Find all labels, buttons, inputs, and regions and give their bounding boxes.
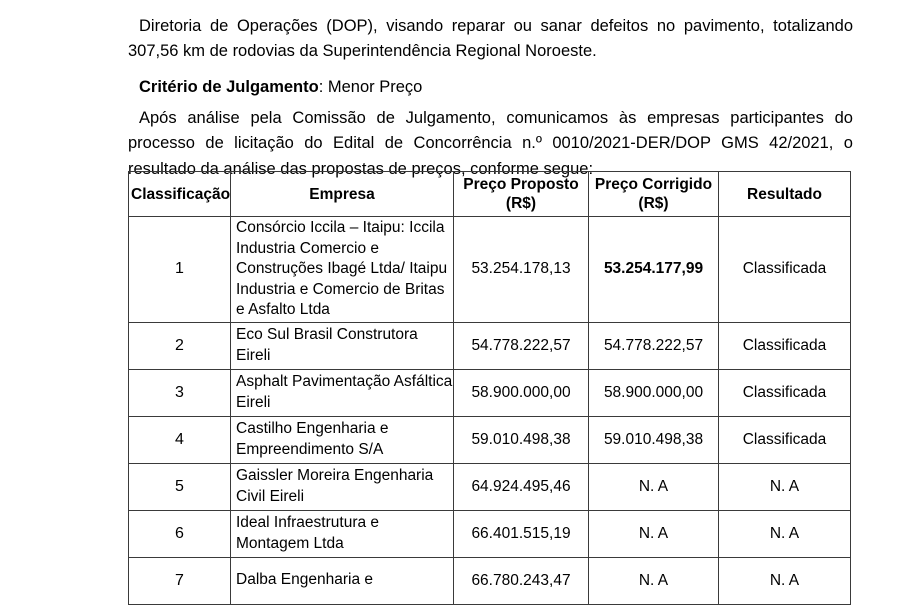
column-header-resultado: Resultado [719, 172, 851, 217]
cell-resultado: Classificada [719, 217, 851, 323]
cell-classificacao: 6 [129, 510, 231, 557]
cell-preco-corrigido: N. A [589, 463, 719, 510]
cell-preco-corrigido: 54.778.222,57 [589, 322, 719, 369]
paragraph-analise: Após análise pela Comissão de Julgamento, comunicamos às empresas participantes do processo de licitação do Edital de Concorrência n.º 0010/2021-DER/DOP GMS 42/2021, o resultado da análise das propostas de preços, conforme segue: [128, 108, 853, 178]
table-header-row [129, 172, 851, 217]
cell-preco-corrigido: N. A [589, 557, 719, 604]
proposals-table [128, 171, 851, 605]
table-row [129, 510, 851, 557]
table-row [129, 416, 851, 463]
cell-resultado: Classificada [719, 416, 851, 463]
cell-resultado: N. A [719, 510, 851, 557]
paragraph-criterio [128, 75, 853, 101]
cell-preco-corrigido: 58.900.000,00 [589, 369, 719, 416]
table-row [129, 217, 851, 323]
column-header-empresa: Empresa [231, 172, 454, 217]
cell-preco-corrigido: 59.010.498,38 [589, 416, 719, 463]
header-line-2: (R$) [638, 195, 669, 212]
header-line-1: Preço Corrigido [594, 176, 713, 193]
cell-resultado: N. A [719, 463, 851, 510]
table-row [129, 557, 851, 604]
cell-classificacao: 4 [129, 416, 231, 463]
cell-empresa: Asphalt Pavimentação Asfáltica Eireli [231, 369, 454, 416]
cell-empresa: Dalba Engenharia e [231, 557, 454, 604]
cell-resultado: N. A [719, 557, 851, 604]
cell-empresa: Eco Sul Brasil Construtora Eireli [231, 322, 454, 369]
header-line-1: Preço Proposto [463, 176, 579, 193]
table-row [129, 463, 851, 510]
cell-resultado: Classificada [719, 322, 851, 369]
cell-preco-proposto: 64.924.495,46 [454, 463, 589, 510]
cell-classificacao: 7 [129, 557, 231, 604]
cell-classificacao: 2 [129, 322, 231, 369]
criterio-label: Critério de Julgamento [139, 77, 319, 96]
cell-preco-corrigido: 53.254.177,99 [589, 217, 719, 323]
cell-classificacao: 1 [129, 217, 231, 323]
cell-empresa: Gaissler Moreira Engenharia Civil Eireli [231, 463, 454, 510]
cell-empresa: Consórcio Iccila – Itaipu: Iccila Industria Comercio e Construções Ibagé Ltda/ Itaipu Industria e Comercio de Britas e Asfalto Ltda [231, 217, 454, 323]
table-row [129, 369, 851, 416]
cell-preco-proposto: 58.900.000,00 [454, 369, 589, 416]
criterio-separator: : [318, 77, 328, 96]
criterio-value: Menor Preço [327, 77, 423, 96]
cell-empresa: Ideal Infraestrutura e Montagem Ltda [231, 510, 454, 557]
cell-empresa: Castilho Engenharia e Empreendimento S/A [231, 416, 454, 463]
table-row [129, 322, 851, 369]
cell-classificacao: 5 [129, 463, 231, 510]
cell-preco-proposto: 59.010.498,38 [454, 416, 589, 463]
cell-classificacao: 3 [129, 369, 231, 416]
cell-preco-corrigido: N. A [589, 510, 719, 557]
cell-preco-proposto: 54.778.222,57 [454, 322, 589, 369]
header-line-2: (R$) [505, 195, 537, 212]
column-header-preco-proposto [454, 172, 589, 217]
column-header-preco-corrigido [589, 172, 719, 217]
cell-preco-proposto: 53.254.178,13 [454, 217, 589, 323]
paragraph-obra: Diretoria de Operações (DOP), visando reparar ou sanar defeitos no pavimento, totalizando 307,56 km de rodovias da Superintendência Regional Noroeste. [128, 16, 853, 60]
cell-preco-proposto: 66.401.515,19 [454, 510, 589, 557]
cell-preco-proposto: 66.780.243,47 [454, 557, 589, 604]
column-header-classificacao: Classificação [129, 172, 231, 217]
cell-resultado: Classificada [719, 369, 851, 416]
table-body [129, 217, 851, 605]
